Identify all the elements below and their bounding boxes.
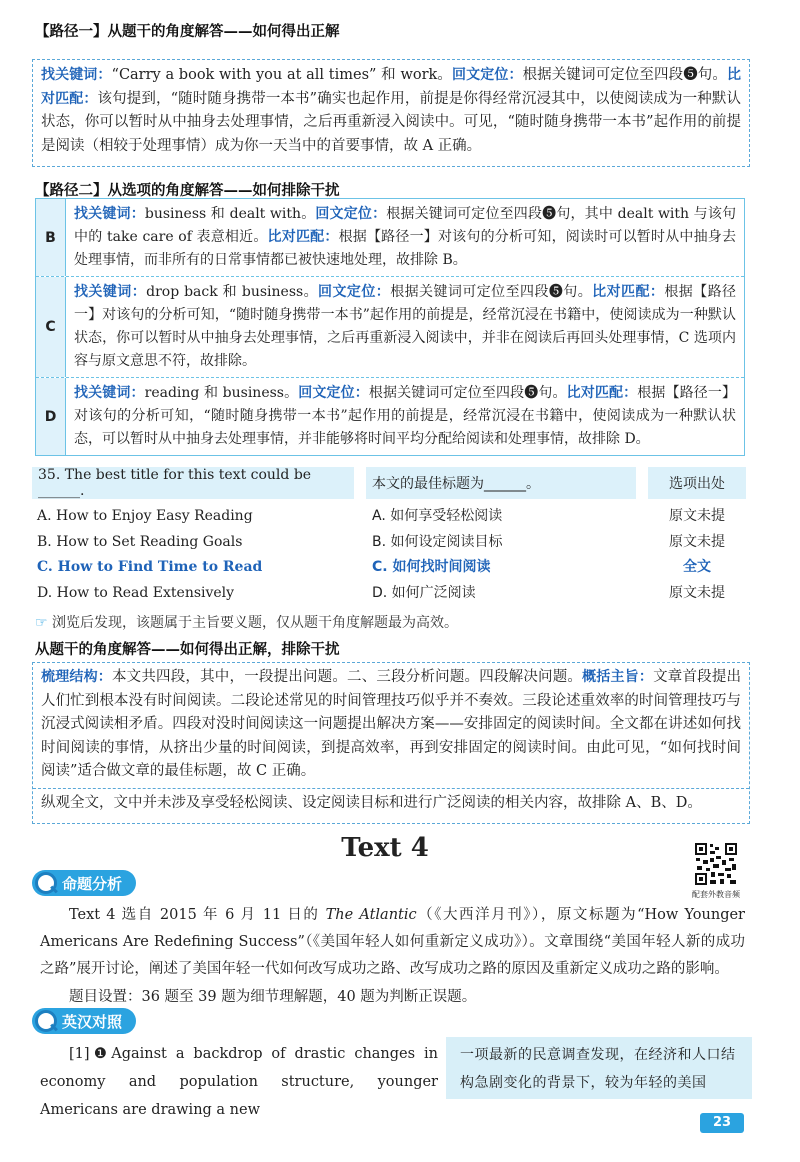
q35-header: 从题干的角度解答——如何得出正解，排除干扰 xyxy=(35,642,340,658)
text-segment: 根据【路径一】对该句的分析可知，“随时随身携带一本书”起作用的前提是，经常沉浸在书籍中，使阅读成为一种默认状态，你可以暂时从中抽身去处理事情，之后再重新浸入阅读中，并非在阅读后再回头处理事情，C 选项内容与原文意思不符，故排除。 xyxy=(74,284,737,369)
text-segment: “Carry a book with you at all times” 和 work。 xyxy=(111,67,453,83)
choice-source: 原文未提 xyxy=(669,584,725,601)
keyword-label: 找关键词： xyxy=(74,206,145,222)
note-text: 浏览后发现，该题属于主旨要义题，仅从题干角度解题最为高效。 xyxy=(52,615,459,631)
chinese-translation: 一项最新的民意调查发现，在经济和人口结构急剧变化的背景下，较为年轻的美国 xyxy=(446,1037,752,1099)
choices-source xyxy=(648,504,746,606)
keyword-label: 回文定位： xyxy=(298,385,369,401)
note-line xyxy=(35,612,458,632)
q35-conclusion: 纵观全文，文中并未涉及享受轻松阅读、设定阅读目标和进行广泛阅读的相关内容，故排除 A、B、D。 xyxy=(33,788,749,815)
keyword-label: 找关键词： xyxy=(41,67,112,83)
text-segment: 文章首段提出人们忙到根本没有时间阅读。二段论述常见的时间管理技巧似乎并不奏效。三段论述重效率的时间管理技巧与沉浸式阅读相矛盾。四段对没时间阅读这一问题提出解决方案——安排固定的阅读时间。全文都在讲述如何找时间阅读的事情，从挤出少量的时间阅读，到提高效率，再到安排固定的阅读时间。由此可见，“如何找时间阅读”适合做文章的最佳标题，故 C 正确。 xyxy=(41,669,742,779)
hand-pointer-icon: ☞ xyxy=(35,615,48,631)
q35-box xyxy=(32,662,750,824)
choice-source-correct: 全文 xyxy=(683,559,711,575)
section-pill-bilingual xyxy=(32,1008,136,1034)
keyword-label: 比对匹配： xyxy=(566,385,638,401)
choice-cn-correct: C. 如何找时间阅读 xyxy=(372,559,491,575)
keyword-label: 比对匹配： xyxy=(41,67,742,107)
text-segment: 根据关键词可定位至四段❺句。 xyxy=(522,67,728,83)
choice-source: 原文未提 xyxy=(669,508,725,524)
section-label: 英汉对照 xyxy=(62,1012,123,1031)
choices-cn xyxy=(372,504,503,606)
source-title: The Atlantic xyxy=(325,907,417,923)
qr-code-icon xyxy=(694,842,738,886)
keyword-label: 回文定位： xyxy=(315,206,387,222)
option-label: C xyxy=(36,277,66,377)
search-icon xyxy=(35,1010,57,1032)
choice-cn: B. 如何设定阅读目标 xyxy=(372,533,503,550)
text-segment: 根据【路径一】对该句的分析可知，阅读时可以暂时从中抽身去处理事情，而非所有的日常事情都已被快速地处理，故排除 B。 xyxy=(74,229,737,268)
choice-en: B. How to Set Reading Goals xyxy=(37,533,243,550)
english-paragraph: [1]❶Against a backdrop of drastic changes in economy and population structure, younger Americans are drawing a new xyxy=(40,1046,438,1118)
option-analysis xyxy=(66,277,744,377)
choice-en-correct: C. How to Find Time to Read xyxy=(37,559,263,575)
page-number: 23 xyxy=(700,1113,744,1133)
text-segment: 本文共四段，其中，一段提出问题。二、三段分析问题。四段解决问题。 xyxy=(111,669,583,685)
choices-en xyxy=(37,504,262,606)
question-en: 35. The best title for this text could be ______. xyxy=(32,467,354,499)
keyword-label: 找关键词： xyxy=(74,385,145,401)
section-label: 命题分析 xyxy=(62,874,123,893)
question-cn: 本文的最佳标题为______。 xyxy=(366,467,636,499)
section-pill-analysis xyxy=(32,870,136,896)
keyword-label: 比对匹配： xyxy=(267,229,339,245)
text-segment: 该句提到，“随时随身携带一本书”确实也起作用，前提是你得经常沉浸其中，以使阅读成为一种默认状态，你可以暂时从中抽身去处理事情，之后再重新浸入阅读中。可见，“随时随身携带一本书”起作用的前提是阅读（相较于处理事情）成为你一天当中的首要事情，故 A 正确。 xyxy=(41,90,742,154)
text-segment: 根据【路径一】对该句的分析可知，“随时随身携带一本书”起作用的前提是，经常沉浸在书籍中，使阅读成为一种默认状态，可以暂时从中抽身去处理事情，并非能够将时间平均分配给阅读和处理事情，故排除 D。 xyxy=(74,385,737,447)
options-table xyxy=(35,198,745,456)
keyword-label: 梳理结构： xyxy=(41,669,112,685)
choice-en: D. How to Read Extensively xyxy=(37,584,235,601)
q35-analysis xyxy=(41,666,741,784)
qr-caption: 配套外教音频 xyxy=(692,890,740,899)
text-segment: reading 和 business。 xyxy=(144,385,299,401)
path1-header: 【路径一】从题干的角度解答——如何得出正解 xyxy=(35,24,340,40)
choice-source: 原文未提 xyxy=(669,533,725,550)
analysis-paragraph xyxy=(40,902,745,983)
text-segment: 根据关键词可定位至四段❺句。 xyxy=(390,284,593,300)
search-icon xyxy=(35,872,57,894)
choice-en: A. How to Enjoy Easy Reading xyxy=(37,508,253,524)
choice-cn: A. 如何享受轻松阅读 xyxy=(372,508,503,524)
text-segment: Text 4 选自 2015 年 6 月 11 日的 xyxy=(69,907,326,923)
option-row-d xyxy=(36,377,744,455)
source-header: 选项出处 xyxy=(648,467,746,499)
choice-cn: D. 如何广泛阅读 xyxy=(372,584,476,601)
option-analysis xyxy=(66,199,744,276)
option-label: D xyxy=(36,378,66,455)
keyword-label: 找关键词： xyxy=(74,284,147,300)
option-row-b xyxy=(36,199,744,276)
keyword-label: 回文定位： xyxy=(452,67,523,83)
path2-header: 【路径二】从选项的角度解答——如何排除干扰 xyxy=(35,183,340,199)
keyword-label: 比对匹配： xyxy=(592,284,665,300)
text-segment: 根据关键词可定位至四段❺句，其中 dealt with 与该句中的 take care of 表意相近。 xyxy=(74,206,737,245)
text-segment: （《大西洋月刊》），原文标题为“How Younger Americans Are Redefining Success”（《美国年轻人如何重新定义成功》）。文章围绕“美国年轻人新的成功之路”展开讨论，阐述了美国年轻一代如何改写成功之路、改写成功之路的原因及重新定义成功之路的影响。 xyxy=(40,907,745,977)
text4-title: Text 4 xyxy=(341,833,429,863)
option-analysis xyxy=(66,378,744,455)
keyword-label: 概括主旨： xyxy=(582,669,654,685)
keyword-label: 回文定位： xyxy=(318,284,391,300)
option-row-c xyxy=(36,276,744,377)
path1-box xyxy=(32,59,750,167)
text-segment: 根据关键词可定位至四段❺句。 xyxy=(368,385,567,401)
text-segment: drop back 和 business。 xyxy=(146,284,319,300)
question-setup: 题目设置：36 题至 39 题为细节理解题，40 题为判断正误题。 xyxy=(69,989,477,1005)
option-label: B xyxy=(36,199,66,276)
text-segment: business 和 dealt with。 xyxy=(144,206,316,222)
path1-text xyxy=(41,64,741,158)
